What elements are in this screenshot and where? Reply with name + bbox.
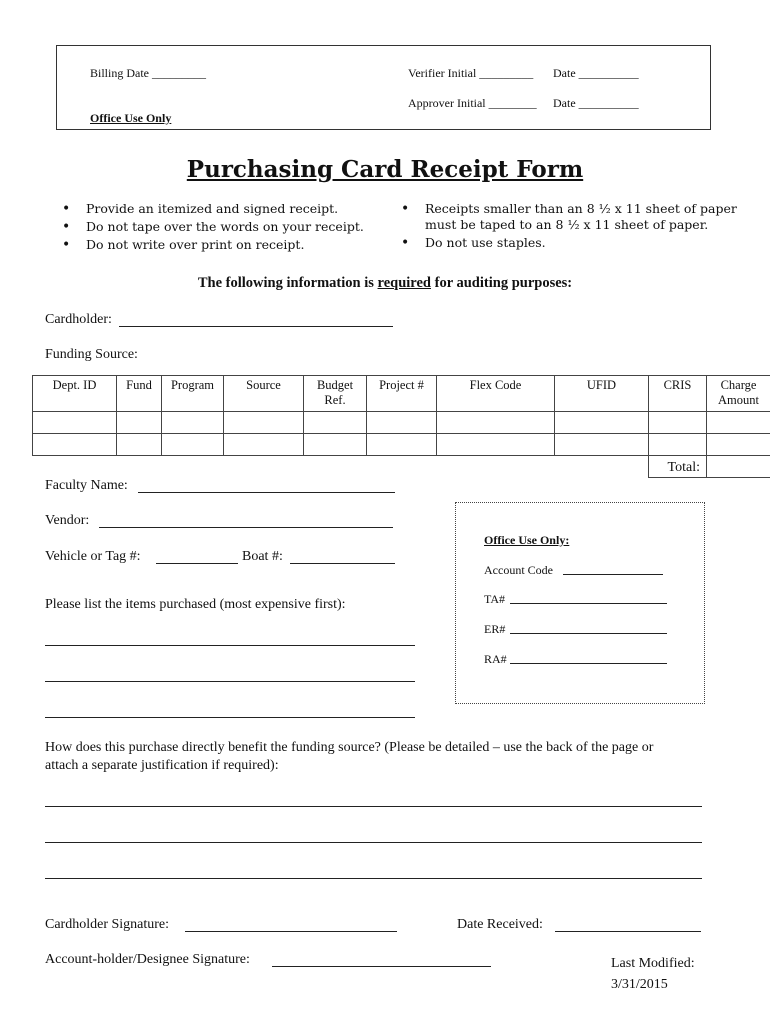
account-holder-signature-line[interactable] [272, 966, 491, 967]
approver-initial-field: Approver Initial ________ [408, 96, 537, 110]
table-cell[interactable] [224, 412, 304, 434]
vendor-label: Vendor: [45, 513, 90, 528]
table-cell[interactable] [33, 434, 117, 456]
table-cell[interactable] [304, 412, 367, 434]
table-cell[interactable] [162, 434, 224, 456]
benefit-question-line2: attach a separate justification if required): [45, 758, 279, 773]
account-code-line[interactable] [563, 574, 663, 575]
cardholder-line[interactable] [119, 326, 393, 327]
table-cell[interactable] [555, 412, 649, 434]
cardholder-label: Cardholder: [45, 312, 112, 327]
verifier-date-field: Date __________ [553, 66, 639, 80]
table-cell[interactable] [437, 434, 555, 456]
account-holder-signature-label: Account-holder/Designee Signature: [45, 952, 250, 967]
ra-label: RA# [484, 652, 507, 666]
bullet-icon: • [62, 201, 71, 217]
items-purchased-prompt: Please list the items purchased (most expensive first): [45, 597, 346, 612]
benefit-question-line1: How does this purchase directly benefit the funding source? (Please be detailed – use the back of the page or [45, 740, 654, 755]
verifier-initial-field: Verifier Initial _________ [408, 66, 534, 80]
date-received-line[interactable] [555, 931, 701, 932]
col-source: Source [224, 376, 304, 412]
col-program: Program [162, 376, 224, 412]
boat-line[interactable] [290, 563, 395, 564]
boat-label: Boat #: [242, 549, 283, 564]
total-row [33, 456, 770, 478]
vendor-line[interactable] [99, 527, 393, 528]
col-charge-amount: Charge Amount [707, 376, 770, 412]
col-project: Project # [367, 376, 437, 412]
er-label: ER# [484, 622, 506, 636]
last-modified-label: Last Modified: [611, 956, 695, 971]
col-ufid: UFID [555, 376, 649, 412]
table-row [33, 434, 770, 456]
table-cell[interactable] [33, 412, 117, 434]
funding-table [32, 375, 770, 478]
form-title: Purchasing Card Receipt Form [186, 156, 584, 183]
item-line[interactable] [45, 645, 415, 646]
er-line[interactable] [510, 633, 667, 634]
table-cell[interactable] [649, 412, 707, 434]
ta-label: TA# [484, 592, 506, 606]
total-amount-cell[interactable] [707, 456, 770, 478]
col-budget-ref: Budget Ref. [304, 376, 367, 412]
item-line[interactable] [45, 717, 415, 718]
required-note: The following information is required for auditing purposes: [197, 275, 573, 291]
table-cell[interactable] [224, 434, 304, 456]
table-row [33, 412, 770, 434]
faculty-name-label: Faculty Name: [45, 478, 128, 493]
vehicle-tag-line[interactable] [156, 563, 238, 564]
table-cell[interactable] [367, 434, 437, 456]
approver-date-field: Date __________ [553, 96, 639, 110]
table-cell[interactable] [555, 434, 649, 456]
table-cell[interactable] [437, 412, 555, 434]
table-cell[interactable] [162, 412, 224, 434]
justification-line[interactable] [45, 878, 702, 879]
col-fund: Fund [117, 376, 162, 412]
item-line[interactable] [45, 681, 415, 682]
ra-line[interactable] [510, 663, 667, 664]
office-use-only-label: Office Use Only [90, 111, 172, 125]
office-use-heading: Office Use Only: [484, 533, 570, 547]
table-cell[interactable] [367, 412, 437, 434]
bullet-icon: • [401, 201, 410, 217]
billing-date-field: Billing Date _________ [90, 66, 206, 80]
table-cell[interactable] [117, 412, 162, 434]
justification-line[interactable] [45, 842, 702, 843]
table-cell[interactable] [707, 412, 770, 434]
vehicle-tag-label: Vehicle or Tag #: [45, 549, 141, 564]
col-cris: CRIS [649, 376, 707, 412]
bullet-icon: • [62, 219, 71, 235]
col-dept-id: Dept. ID [33, 376, 117, 412]
col-flex-code: Flex Code [437, 376, 555, 412]
date-received-label: Date Received: [457, 917, 543, 932]
faculty-name-line[interactable] [138, 492, 395, 493]
table-cell[interactable] [707, 434, 770, 456]
bullet-icon: • [62, 237, 71, 253]
funding-source-label: Funding Source: [45, 347, 138, 362]
table-cell[interactable] [117, 434, 162, 456]
total-spacer [33, 456, 649, 478]
last-modified-date: 3/31/2015 [611, 977, 668, 992]
total-label: Total: [649, 456, 707, 478]
funding-header-row [33, 376, 770, 412]
cardholder-signature-line[interactable] [185, 931, 397, 932]
account-code-label: Account Code [484, 563, 553, 577]
bullet-icon: • [401, 235, 410, 251]
cardholder-signature-label: Cardholder Signature: [45, 917, 170, 932]
ta-line[interactable] [510, 603, 667, 604]
table-cell[interactable] [304, 434, 367, 456]
justification-line[interactable] [45, 806, 702, 807]
table-cell[interactable] [649, 434, 707, 456]
